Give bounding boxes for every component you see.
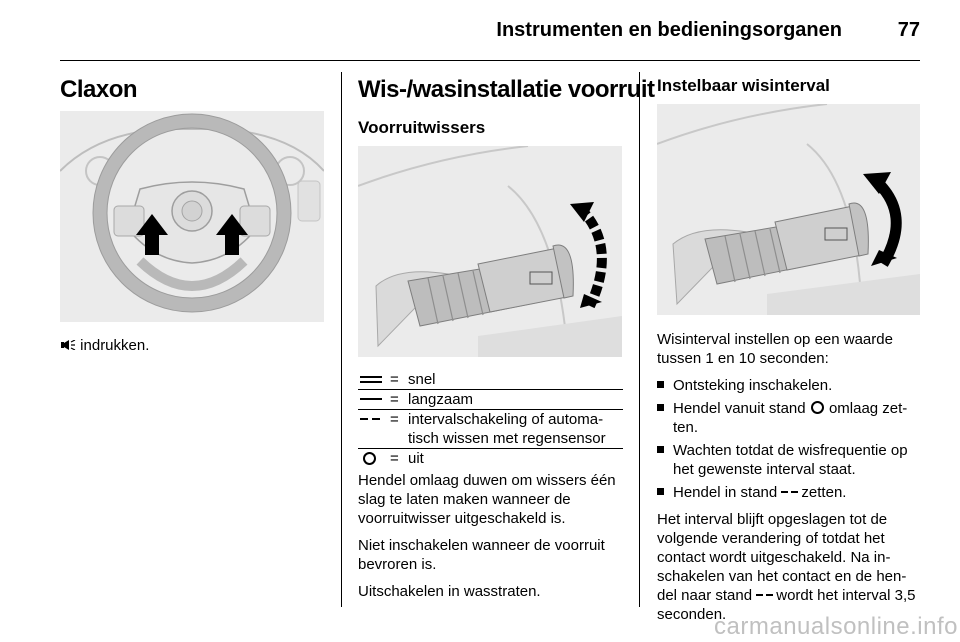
paragraph-intro: Wisinterval instellen op een waarde tussen 1 en 10 seconden: [657, 331, 893, 367]
dash-dash-icon [756, 587, 776, 604]
subheading-adjustable-interval: Instelbaar wisinterval [657, 76, 830, 95]
section-heading-wiper: Wis-/wasinstallatie voorruit [358, 76, 655, 103]
legend-equals: = [390, 411, 399, 428]
bullet-item [657, 399, 923, 437]
dash-dash-icon [781, 484, 801, 501]
bullet-square-icon [657, 483, 673, 502]
legend-text-off: uit [408, 450, 424, 467]
interval-lever-drawing [657, 104, 920, 315]
column-divider-left [341, 72, 342, 607]
column-divider-right [639, 72, 640, 607]
legend-text-interval: intervalschakeling of automa-tisch wissen met regensensor [408, 411, 606, 447]
page-number: 77 [897, 19, 920, 41]
dash-dash-icon [358, 410, 390, 429]
bullet-square-icon [657, 399, 673, 437]
legend-equals: = [390, 450, 399, 467]
running-header-title: Instrumenten en bedieningsorganen [496, 19, 842, 41]
bullet-item [657, 376, 923, 395]
claxon-caption-text: indrukken. [80, 337, 150, 354]
wiper-lever-illustration [358, 146, 622, 357]
legend-text-fast: snel [408, 371, 436, 388]
double-line-icon [358, 370, 390, 389]
legend-text-slow: langzaam [408, 391, 474, 408]
paragraph: Niet inschakelen wanneer de voorruit bevroren is. [358, 537, 605, 573]
para-text-pre: Het interval blijft opgeslagen tot de volgende verandering of totdat het contact wordt uitgeschakeld. Na in-schakelen van het contact en de hen-del naar stand [657, 511, 907, 604]
legend-equals: = [390, 371, 399, 388]
steering-wheel-drawing [60, 111, 324, 322]
para-text-post: wordt het interval 3,5 seconden. [657, 587, 916, 623]
section-heading-claxon: Claxon [60, 76, 138, 103]
bullet-item [657, 483, 923, 502]
wiper-lever-drawing [358, 146, 622, 357]
steering-wheel-illustration [60, 111, 324, 322]
legend-row-interval [358, 410, 623, 448]
bullet-square-icon [657, 441, 673, 479]
bullet-text [673, 483, 846, 502]
single-line-icon [358, 390, 390, 409]
header-rule [60, 60, 920, 61]
paragraph: Hendel omlaag duwen om wissers één slag te laten maken wanneer de voorruitwisser uitgeschakeld is. [358, 472, 616, 527]
legend-row-off [358, 449, 623, 468]
horn-icon [60, 336, 76, 346]
paragraph-interval-memory [657, 510, 923, 624]
circle-icon [358, 449, 390, 468]
bullet-text-post: omlaag zet-ten. [673, 400, 908, 436]
wiper-body-text [358, 471, 628, 609]
bullet-text-post: zetten. [801, 484, 847, 501]
bullet-text [673, 399, 923, 437]
wiper-legend-table [358, 370, 623, 468]
watermark: carmanualsonline.info [714, 613, 958, 640]
legend-equals: = [390, 391, 399, 408]
claxon-caption [60, 336, 330, 355]
bullet-text-pre: Hendel in stand [673, 484, 778, 501]
subheading-windscreen-wipers: Voorruitwissers [358, 118, 486, 137]
interval-lever-illustration [657, 104, 920, 315]
legend-row-fast [358, 370, 623, 389]
interval-body-text [657, 330, 923, 632]
bullet-item [657, 441, 923, 479]
bullet-text: Ontsteking inschakelen. [673, 377, 833, 394]
paragraph: Uitschakelen in wasstraten. [358, 583, 541, 600]
bullet-text: Wachten totdat de wisfrequentie op het gewenste interval staat. [673, 442, 908, 478]
legend-row-slow [358, 390, 623, 409]
bullet-square-icon [657, 376, 673, 395]
bullet-text-pre: Hendel vanuit stand [673, 400, 806, 417]
circle-icon [811, 401, 824, 414]
